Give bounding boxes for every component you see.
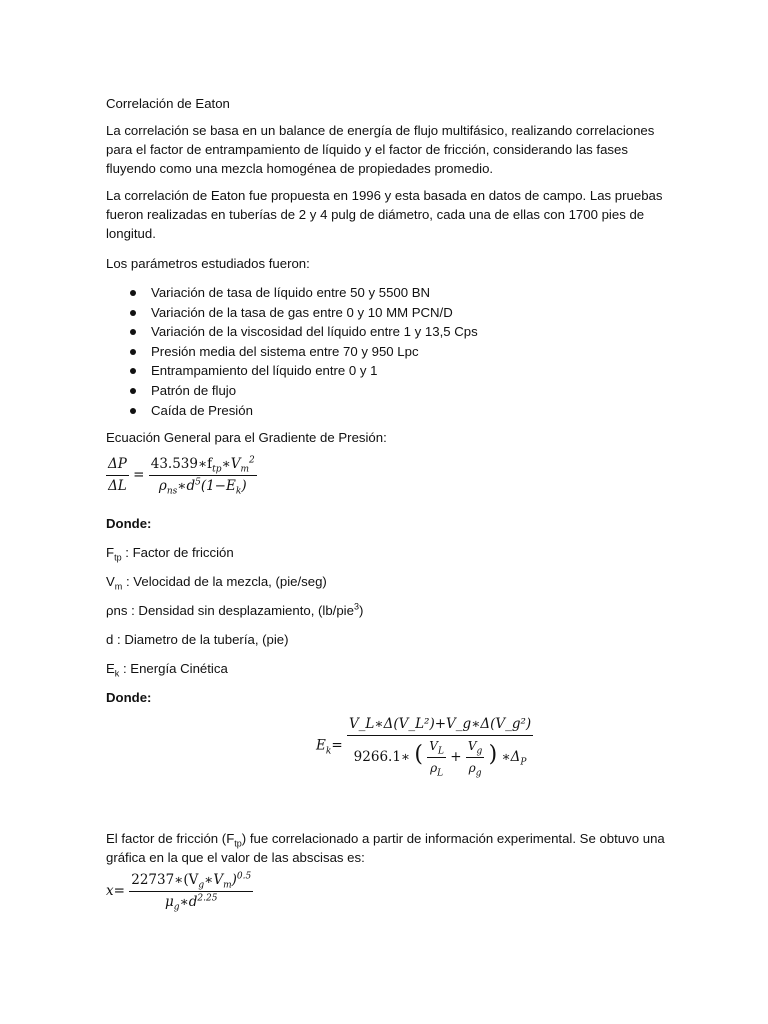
equation-heading: Ecuación General para el Gradiente de Presión: <box>106 430 387 445</box>
definition-vm: $V_m$ : Velocidad de la mezcla, (pie/seg) <box>106 574 327 592</box>
bullet-icon <box>130 310 136 316</box>
params-list <box>106 283 478 420</box>
params-intro: Los parámetros estudiados fueron: <box>106 256 310 271</box>
list-item: Entrampamiento del líquido entre 0 y 1 <box>106 361 478 381</box>
abscissa-fraction: $\frac{22737∗(V_g∗V_m)^{0.5}}{\mu_g∗d^{2.25}}$ <box>131 871 252 913</box>
paragraph-history: La correlación de Eaton fue propuesta en 1996 y esta basada en datos de campo. Las pruebas fueron realizadas en tuberías de 2 y 4 pulg de diámetro, cada una de ellas con 1700 pies de longitud. <box>106 188 663 241</box>
page-title: Correlación de Eaton <box>106 96 230 111</box>
bullet-icon <box>130 368 136 374</box>
list-item: Presión media del sistema entre 70 y 950 Lpc <box>106 342 478 362</box>
pressure-gradient-equation: $\frac{\Delta P}{\Delta L}$ = $\frac{43.539∗f_{tp}∗V_m^2}{\rho_{ns}∗d^5(1-E_k)}$ <box>108 455 255 497</box>
list-item: Variación de tasa de líquido entre 50 y 5500 BN <box>106 283 478 303</box>
list-item: Caída de Presión <box>106 401 478 421</box>
bullet-icon <box>130 408 136 414</box>
list-item: Variación de la viscosidad del líquido entre 1 y 13,5 Cps <box>106 322 478 342</box>
definition-ek: $E_k$ : Energía Cinética <box>106 661 228 679</box>
bullet-icon <box>130 349 136 355</box>
list-item: Patrón de flujo <box>106 381 478 401</box>
paragraph-intro: La correlación se basa en un balance de energía de flujo multifásico, realizando correlaciones para el factor de entrampamiento de líquido y el factor de fricción, considerando las fases fluyendo como una mezcla homogénea de propiedades promedio. <box>106 123 655 176</box>
bullet-icon <box>130 388 136 394</box>
ek-fraction: V_L∗Δ(V_L²)+V_g∗Δ(V_g²) 9266.1∗ ( $\frac{V_L}{\rho_L}$ + $\frac{V_g}{\rho_g}$ ) $∗\Delta_P$ <box>348 716 532 778</box>
definition-ftp: $F_{tp}$ : Factor de fricción <box>106 545 234 563</box>
bullet-icon <box>130 290 136 296</box>
donde-label-2: Donde: <box>106 690 152 705</box>
bullet-icon <box>130 329 136 335</box>
definition-rhons: ρns : Densidad sin desplazamiento, (lb/pie$^3$) <box>106 601 364 618</box>
abscissa-equation: x= $\frac{22737∗(V_g∗V_m)^{0.5}}{\mu_g∗d^{2.25}}$ <box>106 871 252 913</box>
rhs-fraction: $\frac{43.539∗f_{tp}∗V_m^2}{\rho_{ns}∗d^5(1-E_k)}$ <box>150 455 255 497</box>
definition-d: d : Diametro de la tubería, (pie) <box>106 632 289 647</box>
lhs-fraction: $\frac{\Delta P}{\Delta L}$ <box>108 456 127 494</box>
list-item: Variación de la tasa de gas entre 0 y 10 MM PCN/D <box>106 303 478 323</box>
friction-paragraph: El factor de fricción $(F_{tp})$ fue correlacionado a partir de información experimental. Se obtuvo una gráfica en la que el valor de las abscisas es: <box>106 831 665 865</box>
kinetic-energy-equation: $E_k=$ V_L∗Δ(V_L²)+V_g∗Δ(V_g²) 9266.1∗ ( $\frac{V_L}{\rho_L}$ + $\frac{V_g}{\rho_g}$ ) $∗\Delta_P$ <box>316 716 532 778</box>
donde-label: Donde: <box>106 516 152 531</box>
